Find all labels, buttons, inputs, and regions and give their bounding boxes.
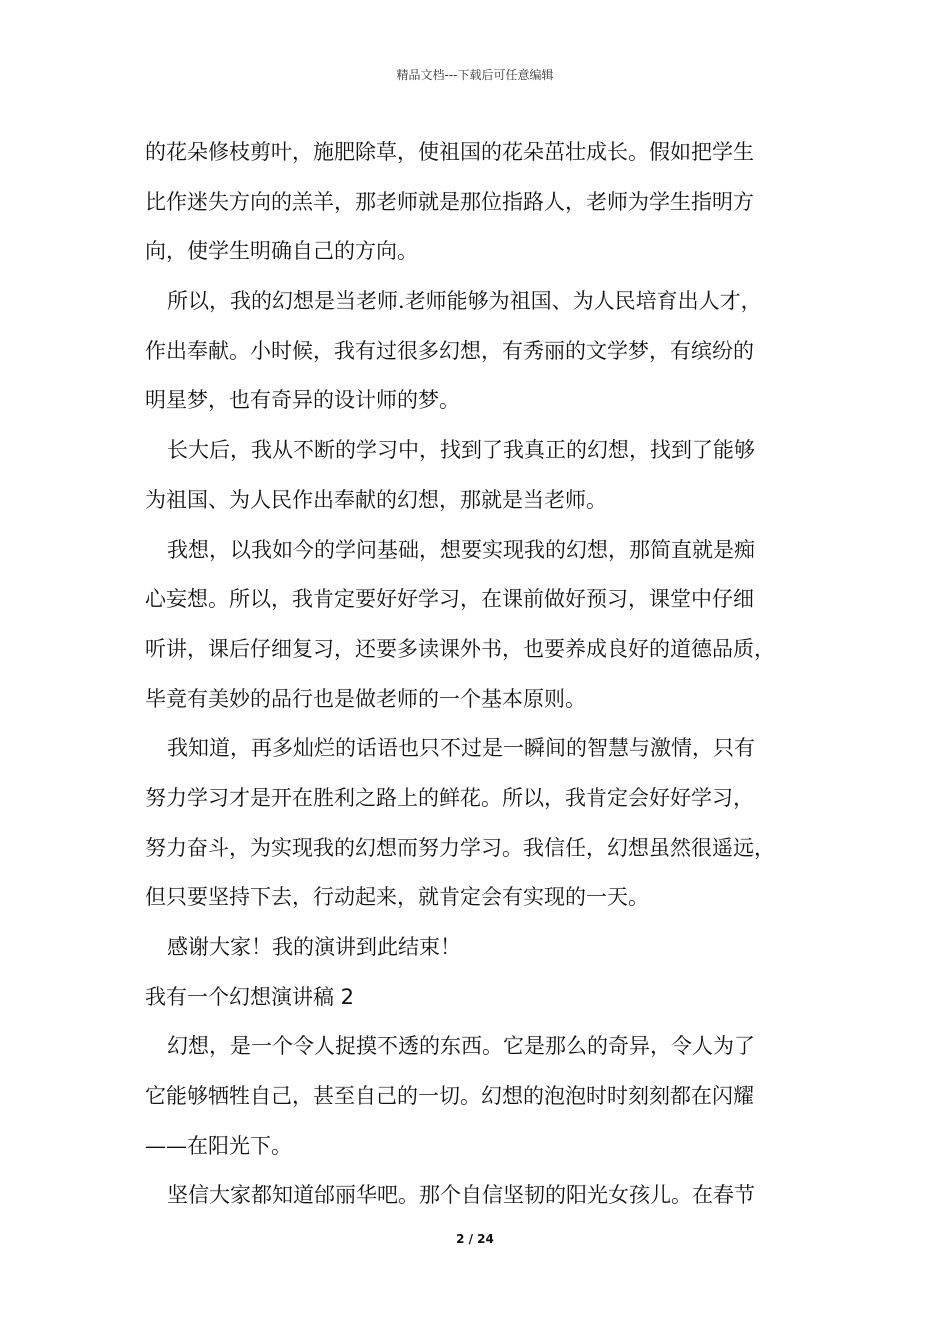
text-line: ——在阳光下。	[145, 1133, 292, 1158]
page-number: 2 / 24	[456, 1232, 494, 1246]
text-line: 心妄想。所以，我肯定要好好学习，在课前做好预习，课堂中仔细	[145, 587, 754, 612]
text-line: 坚信大家都知道邰丽华吧。那个自信坚韧的阳光女孩儿。在春节	[167, 1183, 755, 1208]
text-line: 我想，以我如今的学问基础，想要实现我的幻想，那简直就是痴	[167, 537, 755, 562]
text-line: 长大后，我从不断的学习中，找到了我真正的幻想，找到了能够	[167, 438, 755, 463]
text-line: 所以，我的幻想是当老师.老师能够为祖国、为人民培育出人才，	[167, 289, 762, 314]
text-line: 努力奋斗，为实现我的幻想而努力学习。我信任，幻想虽然很遥远，	[145, 835, 775, 860]
text-line: 我知道，再多灿烂的话语也只不过是一瞬间的智慧与激情，只有	[167, 736, 755, 761]
text-line: 向，使学生明确自己的方向。	[145, 239, 418, 264]
text-line: 感谢大家！我的演讲到此结束！	[167, 935, 461, 959]
document-body	[145, 128, 825, 1221]
text-line: 听讲，课后仔细复习，还要多读课外书，也要养成良好的道德品质，	[145, 636, 775, 661]
text-line: 为祖国、为人民作出奉献的幻想，那就是当老师。	[145, 487, 607, 512]
text-line: 毕竟有美妙的品行也是做老师的一个基本原则。	[145, 686, 586, 711]
text-line: 幻想，是一个令人捉摸不透的东西。它是那么的奇异，令人为了	[167, 1034, 755, 1059]
text-line: 努力学习才是开在胜利之路上的鲜花。所以，我肯定会好好学习，	[145, 785, 754, 810]
text-line: 但只要坚持下去，行动起来，就肯定会有实现的一天。	[145, 885, 649, 910]
text-line: 它能够牺牲自己，甚至自己的一切。幻想的泡泡时时刻刻都在闪耀	[145, 1084, 754, 1109]
text-line: 比作迷失方向的羔羊，那老师就是那位指路人，老师为学生指明方	[145, 189, 754, 214]
section-heading: 我有一个幻想演讲稿 2	[145, 984, 355, 1009]
page-header: 精品文档---下载后可任意编辑	[396, 68, 554, 82]
text-line: 明星梦，也有奇异的设计师的梦。	[145, 388, 460, 413]
text-line: 作出奉献。小时候，我有过很多幻想，有秀丽的文学梦，有缤纷的	[145, 338, 754, 363]
text-line: 的花朵修枝剪叶，施肥除草，使祖国的花朵茁壮成长。假如把学生	[145, 140, 754, 164]
